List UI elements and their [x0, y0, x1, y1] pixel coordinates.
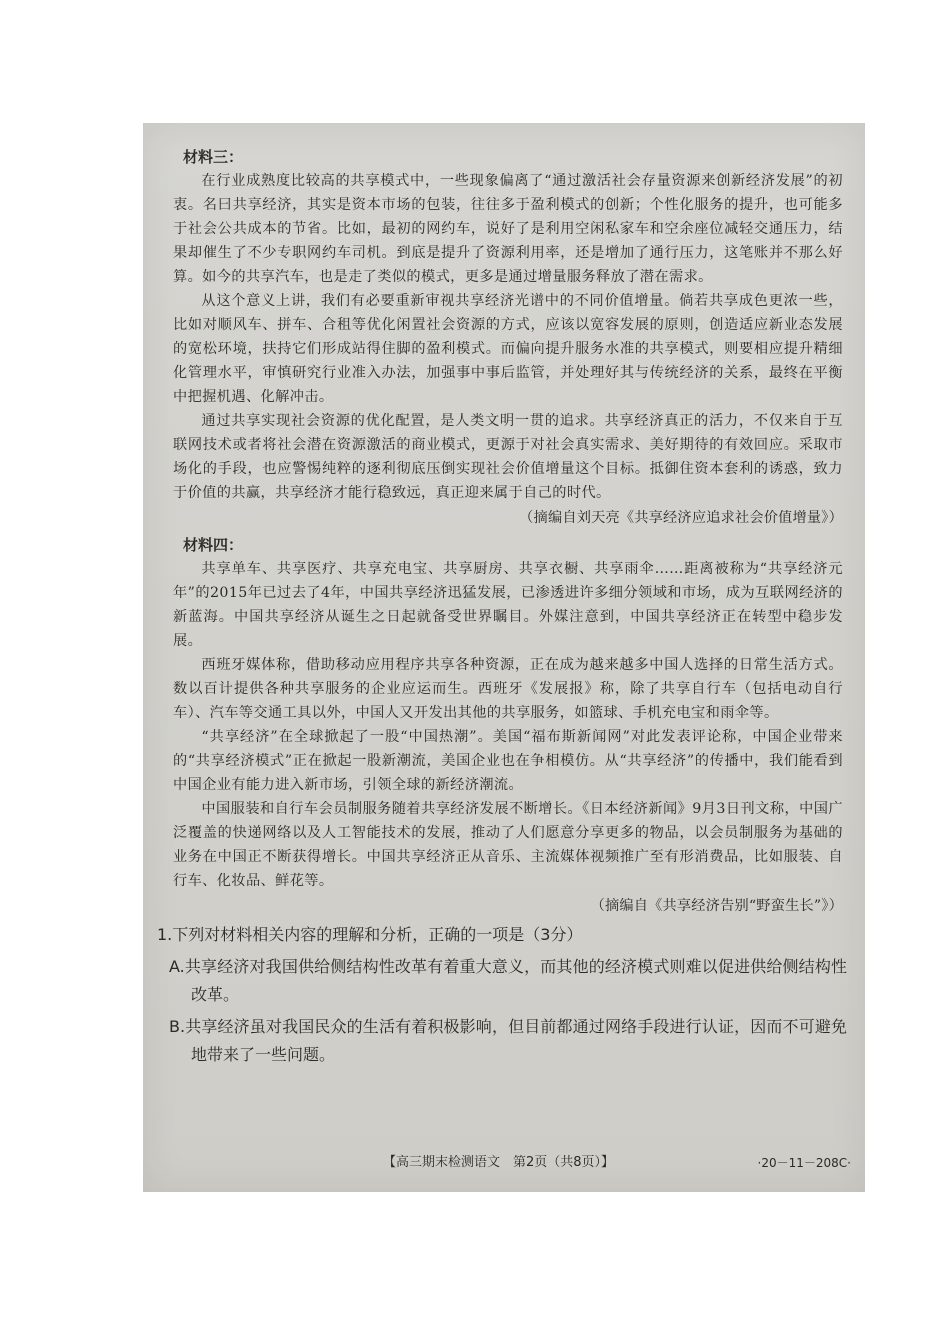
- material-four-title: 材料四：: [183, 536, 244, 554]
- material-three: [173, 145, 843, 531]
- material-four-paragraph-2: 西班牙媒体称，借助移动应用程序共享各种资源，正在成为越来越多中国人选择的日常生活方式。数以百计提供各种共享服务的企业应运而生。西班牙《发展报》称，除了共享自行车（包括电动自行车）、汽车等交通工具以外，中国人又开发出其他的共享服务，如篮球、手机充电宝和雨伞等。: [173, 657, 843, 721]
- exam-page: [143, 123, 865, 1192]
- material-three-paragraph-1: 在行业成熟度比较高的共享模式中，一些现象偏离了“通过激活社会存量资源来创新经济发展”的初衷。名曰共享经济，其实是资本市场的包装，往往多于盈利模式的创新；个性化服务的提升，也可能多于社会公共成本的节省。比如，最初的网约车，说好了是利用空闲私家车和空余座位减轻交通压力，结果却催生了不少专职网约车司机。到底是提升了资源利用率，还是增加了通行压力，这笔账并不那么好算。如今的共享汽车，也是走了类似的模式，更多是通过增量服务释放了潜在需求。: [173, 173, 843, 285]
- material-four: [173, 533, 843, 919]
- question-one-option-b: B.共享经济虽对我国民众的生活有着积极影响，但目前都通过网络手段进行认证，因而不可避免地带来了一些问题。: [169, 1017, 847, 1064]
- material-four-paragraph-3: “共享经济”在全球掀起了一股“中国热潮”。美国“福布斯新闻网”对此发表评论称，中国企业带来的“共享经济模式”正在掀起一股新潮流，美国企业也在争相模仿。从“共享经济”的传播中，我们能看到中国企业有能力进入新市场，引领全球的新经济潮流。: [173, 729, 843, 793]
- question-one-option-a: A.共享经济对我国供给侧结构性改革有着重大意义，而其他的经济模式则难以促进供给侧结构性改革。: [169, 957, 847, 1004]
- material-three-paragraph-2: 从这个意义上讲，我们有必要重新审视共享经济光谱中的不同价值增量。倘若共享成色更浓一些，比如对顺风车、拼车、合租等优化闲置社会资源的方式，应该以宽容发展的原则，创造适应新业态发展的宽松环境，扶持它们形成站得住脚的盈利模式。而偏向提升服务水准的共享模式，则要相应提升精细化管理水平，审慎研究行业准入办法，加强事中事后监管，并处理好其与传统经济的关系，最终在平衡中把握机遇、化解冲击。: [173, 293, 843, 405]
- page-content: [157, 145, 847, 1069]
- page-footer: 【高三期末检测语文 第2页（共8页）】: [383, 1155, 615, 1170]
- material-four-paragraph-4: 中国服装和自行车会员制服务随着共享经济发展不断增长。《日本经济新闻》9月3日刊文称，中国广泛覆盖的快递网络以及人工智能技术的发展，推动了人们愿意分享更多的物品，以会员制服务为基础的业务在中国正不断获得增长。中国共享经济正从音乐、主流媒体视频推广至有形消费品，比如服装、自行车、化妆品、鲜花等。: [173, 801, 843, 889]
- material-three-title: 材料三：: [183, 148, 244, 166]
- exam-code: ·20－11－208C·: [757, 1156, 851, 1170]
- question-one-stem: 1.下列对材料相关内容的理解和分析，正确的一项是（3分）: [157, 925, 583, 944]
- material-three-source: （摘编自刘天亮《共享经济应追求社会价值增量》）: [519, 510, 843, 526]
- question-one: [157, 921, 847, 1069]
- material-three-paragraph-3: 通过共享实现社会资源的优化配置，是人类文明一贯的追求。共享经济真正的活力，不仅来自于互联网技术或者将社会潜在资源激活的商业模式，更源于对社会真实需求、美好期待的有效回应。采取市场化的手段，也应警惕纯粹的逐利彻底压倒实现社会价值增量这个目标。抵御住资本套利的诱惑，致力于价值的共赢，共享经济才能行稳致远，真正迎来属于自己的时代。: [173, 413, 843, 501]
- material-four-source: （摘编自《共享经济告别“野蛮生长”》）: [590, 898, 843, 914]
- material-four-paragraph-1: 共享单车、共享医疗、共享充电宝、共享厨房、共享衣橱、共享雨伞……距离被称为“共享经济元年”的2015年已过去了4年，中国共享经济迅猛发展，已渗透进许多细分领域和市场，成为互联网经济的新蓝海。中国共享经济从诞生之日起就备受世界瞩目。外媒注意到，中国共享经济正在转型中稳步发展。: [173, 561, 843, 649]
